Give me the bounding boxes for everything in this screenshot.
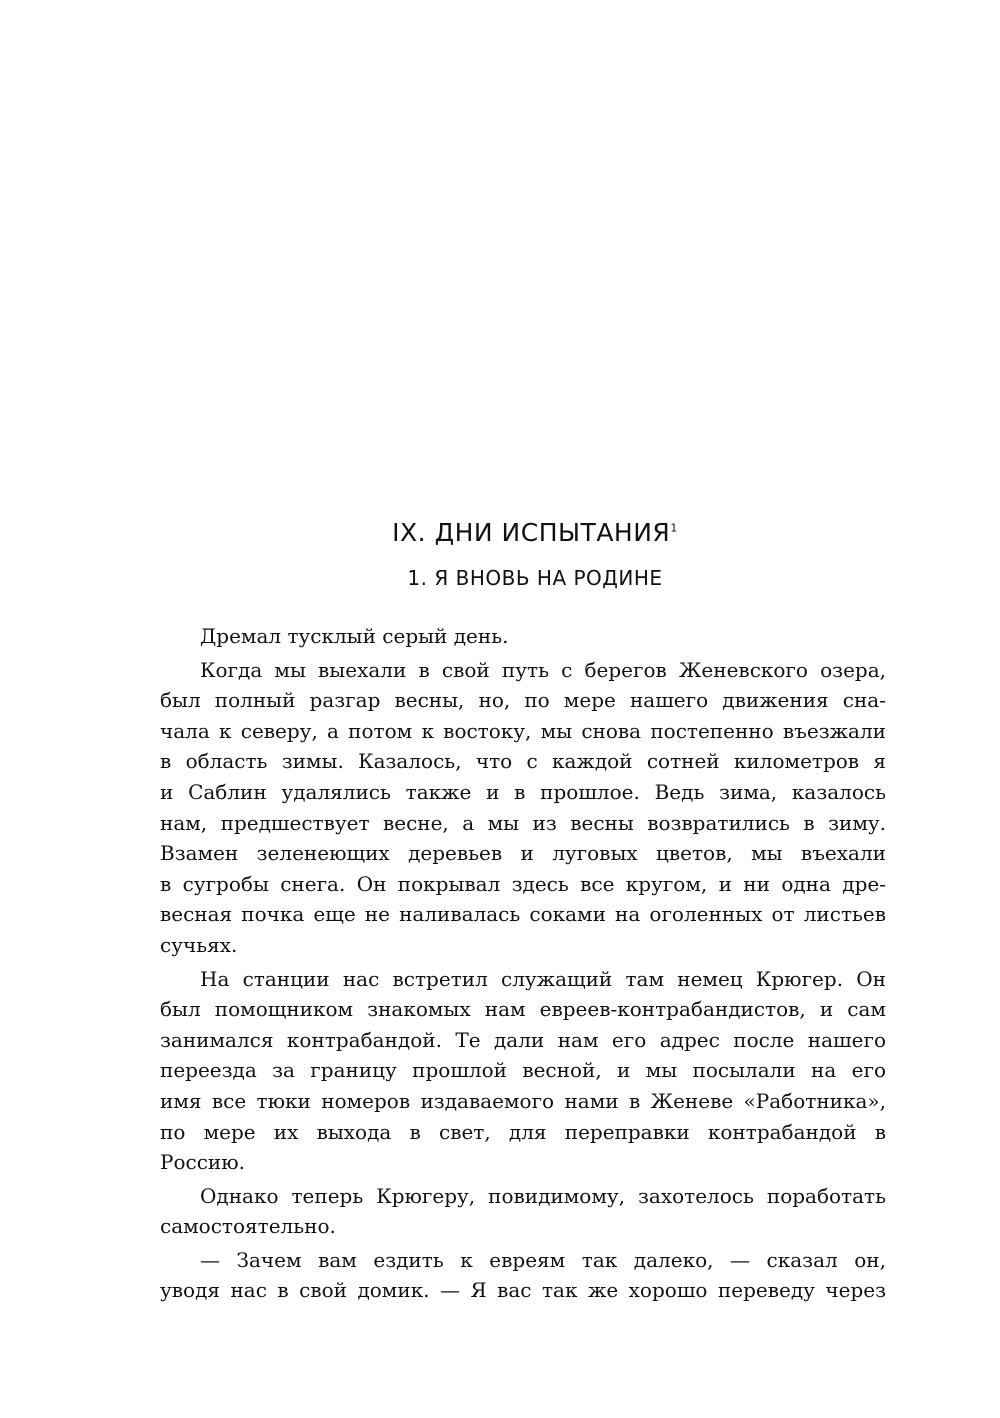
- paragraph: [160, 1181, 886, 1242]
- text-line: был полный разгар весны, но, по мере нашего движения сна-: [160, 688, 886, 713]
- text-line: в область зимы. Казалось, что с каждой сотней километров я: [160, 749, 886, 774]
- paragraph: [160, 621, 886, 652]
- footnote-mark: 1: [670, 521, 678, 535]
- body-text: [160, 621, 886, 1306]
- text-line: уводя нас в свой домик. — Я вас так же хорошо переведу через: [160, 1278, 886, 1303]
- chapter-title-text: IX. ДНИ ИСПЫТАНИЯ: [392, 518, 671, 547]
- section-title: 1. Я ВНОВЬ НА РОДИНЕ: [407, 566, 663, 590]
- text-line: и Саблин удалялись также и в прошлое. Ведь зима, казалось: [160, 779, 886, 804]
- text-line: Однако теперь Крюгеру, повидимому, захотелось поработать: [200, 1183, 886, 1208]
- paragraph: [160, 964, 886, 1178]
- text-line: — Зачем вам ездить к евреям так далеко, — сказал он,: [200, 1247, 886, 1272]
- text-line: На станции нас встретил служащий там немец Крюгер. Он: [200, 966, 886, 991]
- text-line: переезда за границу прошлой весной, и мы посылали на его: [160, 1058, 886, 1083]
- paragraph: [160, 655, 886, 961]
- text-line: занимался контрабандой. Те дали нам его адрес после нашего: [160, 1027, 886, 1052]
- text-line: самостоятельно.: [160, 1214, 336, 1239]
- text-line: имя все тюки номеров издаваемого нами в Женеве «Работника»,: [160, 1088, 886, 1113]
- chapter-title: [0, 518, 1000, 547]
- paragraph: [160, 1245, 886, 1306]
- text-line: нам, предшествует весне, а мы из весны возвратились в зиму.: [160, 810, 886, 835]
- text-line: был помощником знакомых нам евреев-контрабандистов, и сам: [160, 997, 886, 1022]
- text-line: по мере их выхода в свет, для переправки контрабандой в: [160, 1119, 886, 1144]
- text-line: Россию.: [160, 1150, 245, 1175]
- text-line: сучьях.: [160, 932, 238, 957]
- text-line: чала к северу, а потом к востоку, мы снова постепенно въезжали: [160, 718, 886, 743]
- text-line: Взамен зеленеющих деревьев и луговых цветов, мы въехали: [160, 841, 886, 866]
- text-line: весная почка еще не наливалась соками на оголенных от листьев: [160, 902, 886, 927]
- text-line: Когда мы выехали в свой путь с берегов Женевского озера,: [200, 657, 886, 682]
- text-line: в сугробы снега. Он покрывал здесь все кругом, и ни одна дре-: [160, 871, 886, 896]
- text-line: Дремал тусклый серый день.: [200, 624, 509, 648]
